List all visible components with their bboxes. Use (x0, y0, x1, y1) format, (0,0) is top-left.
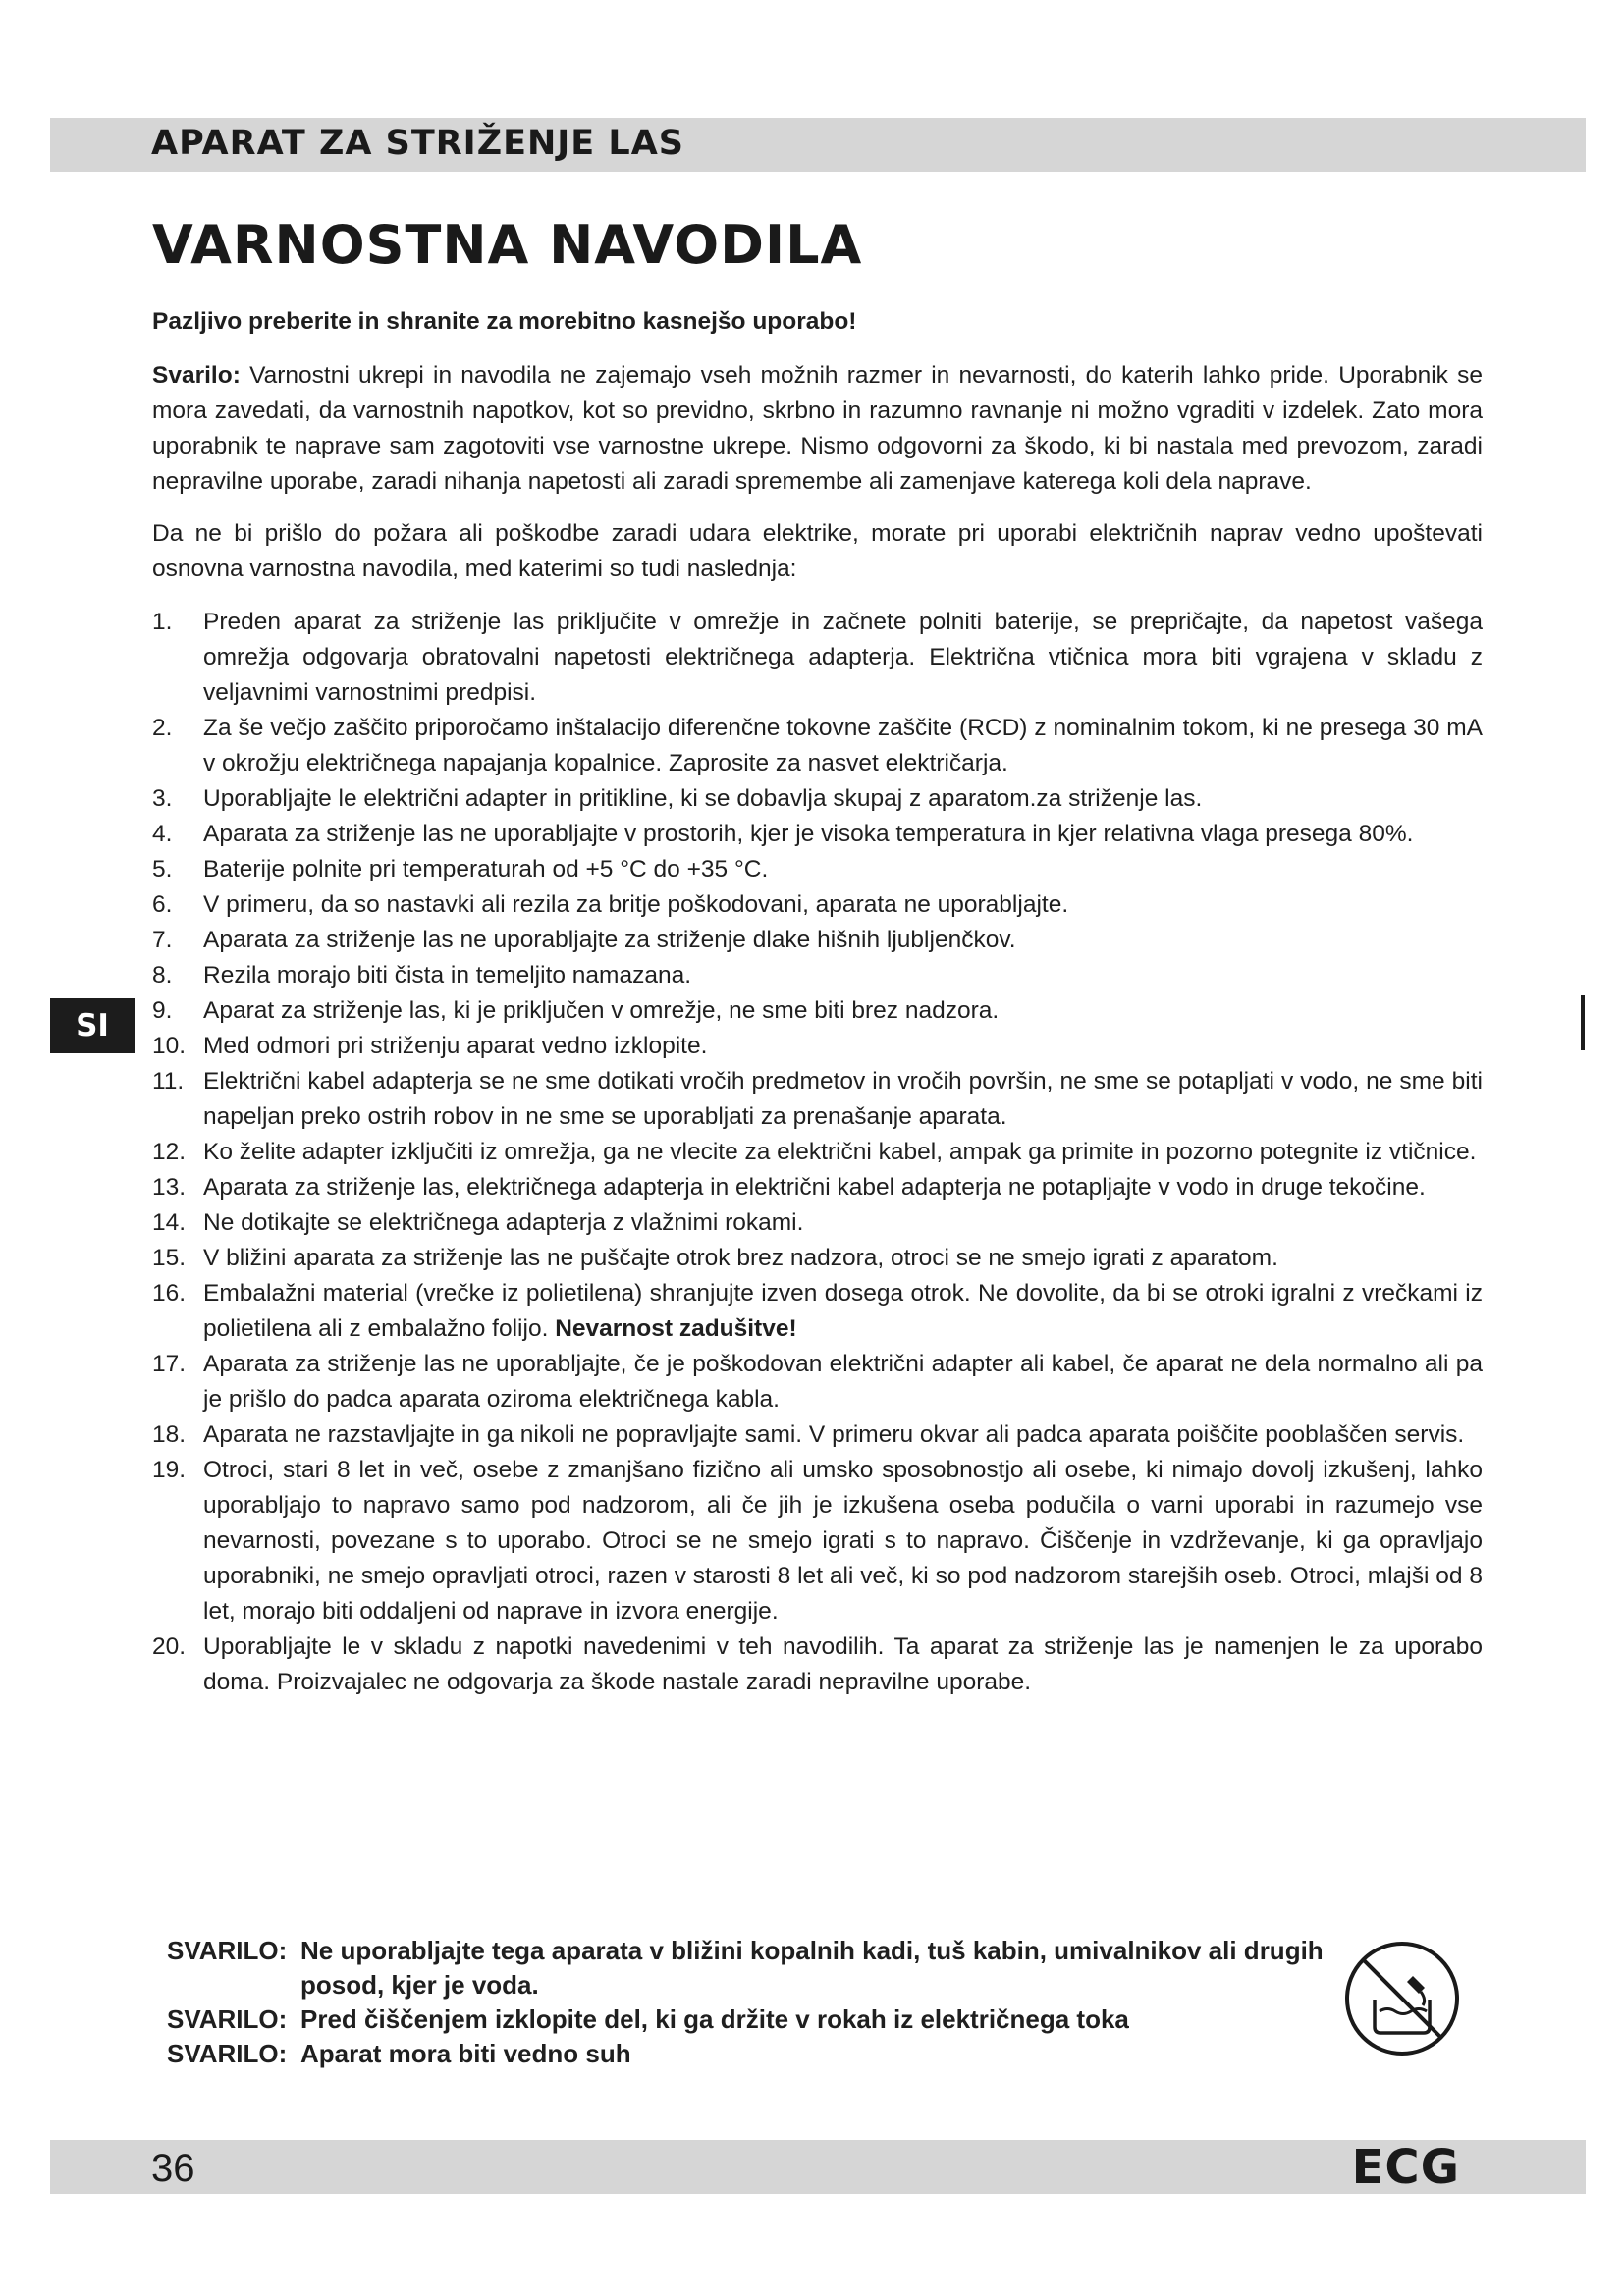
subtitle: Pazljivo preberite in shranite za morebitno kasnejšo uporabo! (152, 308, 857, 335)
list-item-number: 14. (152, 1209, 187, 1236)
list-item-text: Med odmori pri striženju aparat vedno izklopite. (203, 1033, 708, 1059)
list-item (152, 887, 1483, 923)
warning-text: Ne uporabljajte tega aparata v bližini kopalnih kadi, tuš kabin, umivalnikov ali drugih posod, kjer je voda. (300, 1936, 1324, 2000)
list-item-number: 1. (152, 609, 173, 635)
list-item (152, 1241, 1483, 1276)
language-tab: SI (50, 998, 135, 1053)
list-item-text: Ko želite adapter izključiti iz omrežja, ga ne vlecite za električni kabel, ampak ga primite in pozorno potegnite iz vtičnice. (203, 1139, 1477, 1165)
list-item-text: Aparata za striženje las ne uporabljajte za striženje dlake hišnih ljubljenčkov. (203, 927, 1016, 953)
header-band (50, 118, 1586, 172)
list-item-number: 4. (152, 821, 173, 847)
main-content (152, 304, 1483, 1700)
warning-label: SVARILO: (167, 2004, 288, 2034)
warning-label: SVARILO: (167, 2039, 288, 2068)
list-item (152, 1135, 1483, 1170)
list-item-text: Uporabljajte le v skladu z napotki navedenimi v teh navodilih. Ta aparat za striženje las je namenjen le za uporabo doma. Proizvajalec ne odgovarja za škode nastale zaradi nepravilne uporabe. (203, 1633, 1483, 1695)
list-item-number: 6. (152, 891, 173, 918)
list-item-text: Ne dotikajte se električnega adapterja z vlažnimi rokami. (203, 1209, 804, 1236)
list-item-text: Embalažni material (vrečke iz polietilena) shranjujte izven dosega otrok. Ne dovolite, da bi se otroki igralni z vrečkami iz polietilena ali z embalažno folijo. (203, 1280, 1483, 1342)
list-item-text: V primeru, da so nastavki ali rezila za britje poškodovani, aparata ne uporabljajte. (203, 891, 1069, 918)
list-item-number: 3. (152, 785, 173, 812)
list-item (152, 993, 1483, 1029)
list-item-number: 11. (152, 1068, 185, 1095)
list-item-number: 13. (152, 1174, 187, 1201)
warning-item (167, 2037, 1345, 2071)
list-item-number: 8. (152, 962, 173, 988)
list-item (152, 1629, 1483, 1700)
intro-paragraph: Da ne bi prišlo do požara ali poškodbe zaradi udara elektrike, morate pri uporabi električnih naprav vedno upoštevati osnovna varnostna navodila, med katerimi so tudi naslednja: (152, 520, 1483, 582)
list-item-number: 12. (152, 1139, 187, 1165)
intro-warning-text: Varnostni ukrepi in navodila ne zajemajo vseh možnih razmer in nevarnosti, do katerih lahko pride. Uporabnik se mora zavedati, da varnostnih napotkov, kot so previdno, skrbno in razumno ravnanje ni možno vgraditi v izdelek. Zato mora uporabnik te naprave sam zagotoviti vse varnostne ukrepe. Nismo odgovorni za škodo, ki bi nastala med prevozom, zaradi nepravilne uporabe, zaradi nihanja napetosti ali zaradi spremembe ali zamenjave katerega koli dela naprave. (152, 362, 1483, 495)
list-item-text: Aparata za striženje las ne uporabljajte v prostorih, kjer je visoka temperatura in kjer relativna vlaga presega 80%. (203, 821, 1414, 847)
list-item (152, 1170, 1483, 1205)
list-item-number: 17. (152, 1351, 187, 1377)
list-item-number: 15. (152, 1245, 187, 1271)
list-item-text: Rezila morajo biti čista in temeljito namazana. (203, 962, 692, 988)
list-item (152, 781, 1483, 817)
safety-rules-list (152, 605, 1483, 1700)
warning-text: Pred čiščenjem izklopite del, ki ga držite v rokah iz električnega toka (300, 2004, 1129, 2034)
list-item (152, 1417, 1483, 1453)
list-item-text: Aparata za striženje las, električnega adapterja in električni kabel adapterja ne potapljajte v vodo in druge tekočine. (203, 1174, 1426, 1201)
list-item-number: 20. (152, 1633, 187, 1660)
list-item-number: 16. (152, 1280, 187, 1307)
list-item-number: 7. (152, 927, 173, 953)
list-item-text: V bližini aparata za striženje las ne puščajte otrok brez nadzora, otroci se ne smejo igrati z aparatom. (203, 1245, 1278, 1271)
list-item (152, 1453, 1483, 1629)
intro-warning (152, 358, 1483, 500)
product-title: APARAT ZA STRIŽENJE LAS (151, 124, 684, 163)
list-item-text: Preden aparat za striženje las priključite v omrežje in začnete polniti baterije, se prepričajte, da napetost vašega omrežja odgovarja obratovalni napetosti električnega adapterja. Električna vtičnica mora biti vgrajena v skladu z veljavnimi varnostnimi predpisi. (203, 609, 1483, 706)
list-item-text: Za še večjo zaščito priporočamo inštalacijo diferenčne tokovne zaščite (RCD) z nominalnim tokom, ki ne presega 30 mA v okrožju električnega napajanja kopalnice. Zaprosite za nasvet električarja. (203, 715, 1483, 776)
list-item (152, 1205, 1483, 1241)
list-item-text: Aparata za striženje las ne uporabljajte, če je poškodovan električni adapter ali kabel, če aparat ne dela normalno ali pa je prišlo do padca aparata oziroma električnega kabla. (203, 1351, 1483, 1413)
list-item (152, 958, 1483, 993)
list-item-number: 5. (152, 856, 173, 882)
list-item-number: 10. (152, 1033, 187, 1059)
list-item-text: Otroci, stari 8 let in več, osebe z zmanjšano fizično ali umsko sposobnostjo ali osebe, ki nimajo dovolj izkušenj, lahko uporabljajo to napravo samo pod nadzorom, ali če jih je izkušena oseba podučila o varni uporabi in razumejo vse nevarnosti, povezane s to uporabo. Otroci se ne smejo igrati s to napravo. Čiščenje in vzdrževanje, ki ga opravljajo uporabniki, ne smejo opravljati otroci, razen v starosti 8 let ali več, ki so pod nadzorom starejših oseb. Otroci, mlajši od 8 let, morajo biti oddaljeni od naprave in izvora energije. (203, 1457, 1483, 1625)
intro-warning-label: Svarilo: (152, 362, 241, 389)
page-number: 36 (151, 2147, 195, 2190)
list-item (152, 852, 1483, 887)
list-item (152, 711, 1483, 781)
warning-text: Aparat mora biti vedno suh (300, 2039, 631, 2068)
warning-label: SVARILO: (167, 1936, 288, 1965)
list-item (152, 1347, 1483, 1417)
list-item-number: 2. (152, 715, 173, 741)
list-item-text: Aparata ne razstavljajte in ga nikoli ne popravljajte sami. V primeru okvar ali padca aparata poiščite pooblaščen servis. (203, 1421, 1465, 1448)
list-item (152, 923, 1483, 958)
list-item-number: 18. (152, 1421, 187, 1448)
list-item-text: Baterije polnite pri temperaturah od +5 °C do +35 °C. (203, 856, 769, 882)
page-title: VARNOSTNA NAVODILA (152, 214, 863, 276)
no-water-use-icon (1342, 1939, 1462, 2058)
margin-marker (1581, 995, 1585, 1050)
warning-item (167, 2002, 1345, 2037)
list-item-text: Električni kabel adapterja se ne sme dotikati vročih predmetov in vročih površin, ne sme se potapljati v vodo, ne sme biti napeljan preko ostrih robov in ne sme se uporabljati za prenašanje aparata. (203, 1068, 1483, 1130)
footer-band (50, 2140, 1586, 2194)
suffocation-warning: Nevarnost zadušitve! (555, 1315, 797, 1342)
list-item (152, 605, 1483, 711)
warning-item (167, 1934, 1345, 2002)
list-item-text: Aparat za striženje las, ki je priključen v omrežje, ne sme biti brez nadzora. (203, 997, 1000, 1024)
list-item (152, 817, 1483, 852)
list-item (152, 1064, 1483, 1135)
list-item (152, 1276, 1483, 1347)
list-item-number: 9. (152, 997, 173, 1024)
list-item-number: 19. (152, 1457, 187, 1483)
list-item (152, 1029, 1483, 1064)
warnings-block (167, 1934, 1345, 2071)
list-item-text: Uporabljajte le električni adapter in pritikline, ki se dobavlja skupaj z aparatom.za striženje las. (203, 785, 1203, 812)
brand-logo: ECG (1351, 2140, 1460, 2195)
